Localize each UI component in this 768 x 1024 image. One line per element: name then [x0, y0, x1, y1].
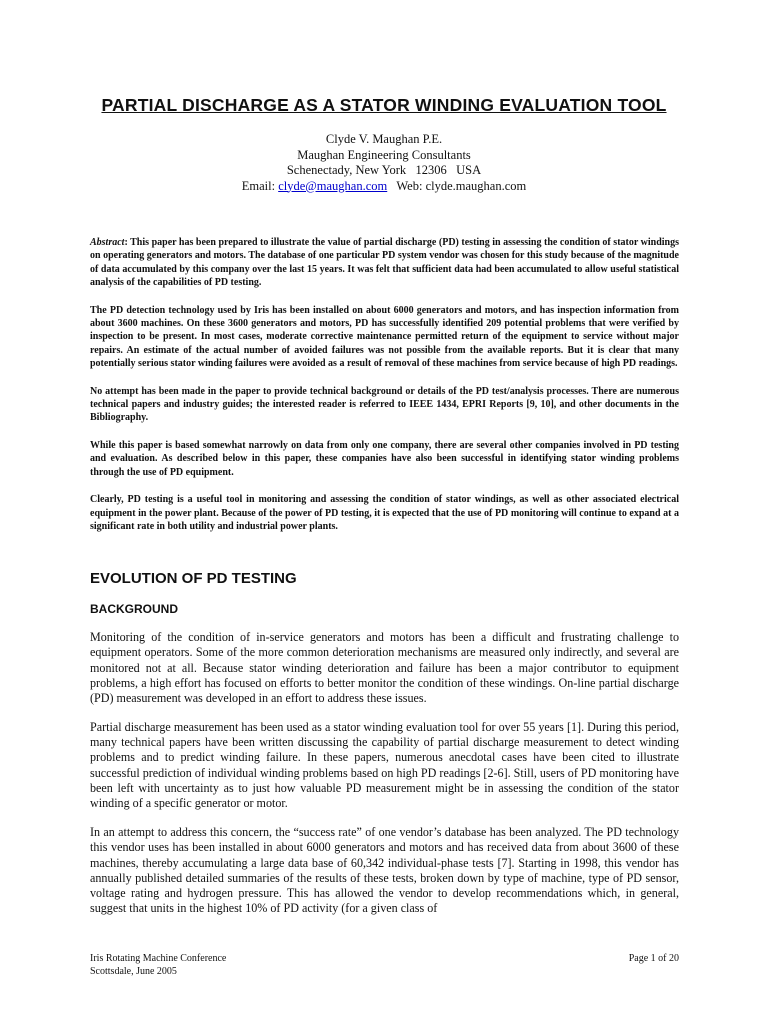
footer-place-date: Scottsdale, June 2005 — [90, 966, 177, 977]
body-paragraph-1: Monitoring of the condition of in-service generators and motors has been a difficult and frustrating challenge to equipment operators. Some of the more common deterioration mechanisms are measured only indirectly, and several are monitored not at all. Because stator winding deterioration and failure has been a major contributor to equipment problems, a high effort has focused on efforts to better monitor the condition of these windings. On-line partial discharge (PD) measurement was developed in an effort to address these issues. — [90, 630, 679, 705]
paper-title: PARTIAL DISCHARGE AS A STATOR WINDING EVALUATION TOOL — [101, 95, 667, 115]
email-link[interactable]: clyde@maughan.com — [278, 178, 388, 193]
author-organization: Maughan Engineering Consultants — [297, 147, 471, 162]
author-block — [0, 132, 768, 194]
abstract-paragraph-2: The PD detection technology used by Iris has been installed on about 6000 generators and motors, and has inspection information from about 3600 machines. On these 3600 generators and motors, PD has successfully identified 209 potential problems that were verified by inspection to be present. In most cases, moderate corrective maintenance permitted return of the equipment to service without major repairs. An estimate of the actual number of avoided failures was not possible from the available reports. But it is clear that many potentially serious stator winding failures were avoided as a result of removal of these machines from service because of high PD readings. — [90, 304, 679, 370]
paper-body — [90, 236, 679, 930]
author-name: Clyde V. Maughan P.E. — [325, 132, 443, 146]
footer-conference: Iris Rotating Machine Conference — [90, 953, 227, 964]
section-heading: EVOLUTION OF PD TESTING — [90, 570, 297, 588]
author-contact — [0, 179, 768, 195]
subsection-heading: BACKGROUND — [90, 602, 178, 617]
abstract-label: Abstract — [90, 237, 125, 248]
email-label: Email: — [241, 178, 279, 193]
page-number: Page 1 of 20 — [628, 953, 679, 964]
web-text: Web: clyde.maughan.com — [387, 178, 527, 193]
abstract-paragraph-5: Clearly, PD testing is a useful tool in monitoring and assessing the condition of stator windings, as well as other associated electrical equipment in the power plant. Because of the power of PD testing, it is expected that the use of PD monitoring will continue to expand at a significant rate in both utility and industrial power plants. — [90, 494, 679, 532]
author-location: Schenectady, New York 12306 USA — [286, 163, 482, 177]
body-paragraph-3: In an attempt to address this concern, the “success rate” of one vendor’s database has been analyzed. The PD technology this vendor uses has been installed in about 6000 generators and motors and has received data from about 3600 of these machines, thereby accumulating a large data base of 60,342 individual-phase tests [7]. Starting in 1998, this vendor has annually published detailed summaries of the results of these tests, broken down by type of machine, type of PD sensor, voltage rating and hydrogen pressure. This has allowed the vendor to develop recommendations which, in general, suggest that units in the highest 10% of PD activity (for a given class of — [90, 825, 679, 915]
page-footer — [90, 952, 679, 978]
abstract-paragraph-4: While this paper is based somewhat narrowly on data from only one company, there are several other companies involved in PD testing and evaluation. As described below in this paper, these companies have also been successful in identifying stator winding problems through the use of PD equipment. — [90, 439, 679, 478]
abstract-text-1: : This paper has been prepared to illustrate the value of partial discharge (PD) testing in assessing the condition of stator windings on operating generators and motors. The database of one particular PD system vendor was chosen for this study because of the magnitude of data accumulated by this company over the last 15 years. It was felt that sufficient data had been accumulated to allow useful statistical analysis of the capabilities of PD testing. — [90, 237, 679, 289]
body-paragraph-2: Partial discharge measurement has been used as a stator winding evaluation tool for over 55 years [1]. During this period, many technical papers have been written discussing the capability of partial discharge measurement to detect winding problems and to predict winding failure. In these papers, numerous anecdotal cases have been cited to illustrate successful prediction of individual winding problems based on high PD readings [2-6]. Still, users of PD monitoring have been left with uncertainty as to just how valuable PD measurement might be in assessing the condition of the stator winding of a specific generator or motor. — [90, 720, 679, 810]
abstract-paragraph-3: No attempt has been made in the paper to provide technical background or details of the PD test/analysis processes. There are numerous technical papers and industry guides; the interested reader is referred to IEEE 1434, EPRI Reports [9, 10], and other documents in the Bibliography. — [90, 385, 679, 424]
abstract-paragraph-1 — [90, 236, 679, 290]
